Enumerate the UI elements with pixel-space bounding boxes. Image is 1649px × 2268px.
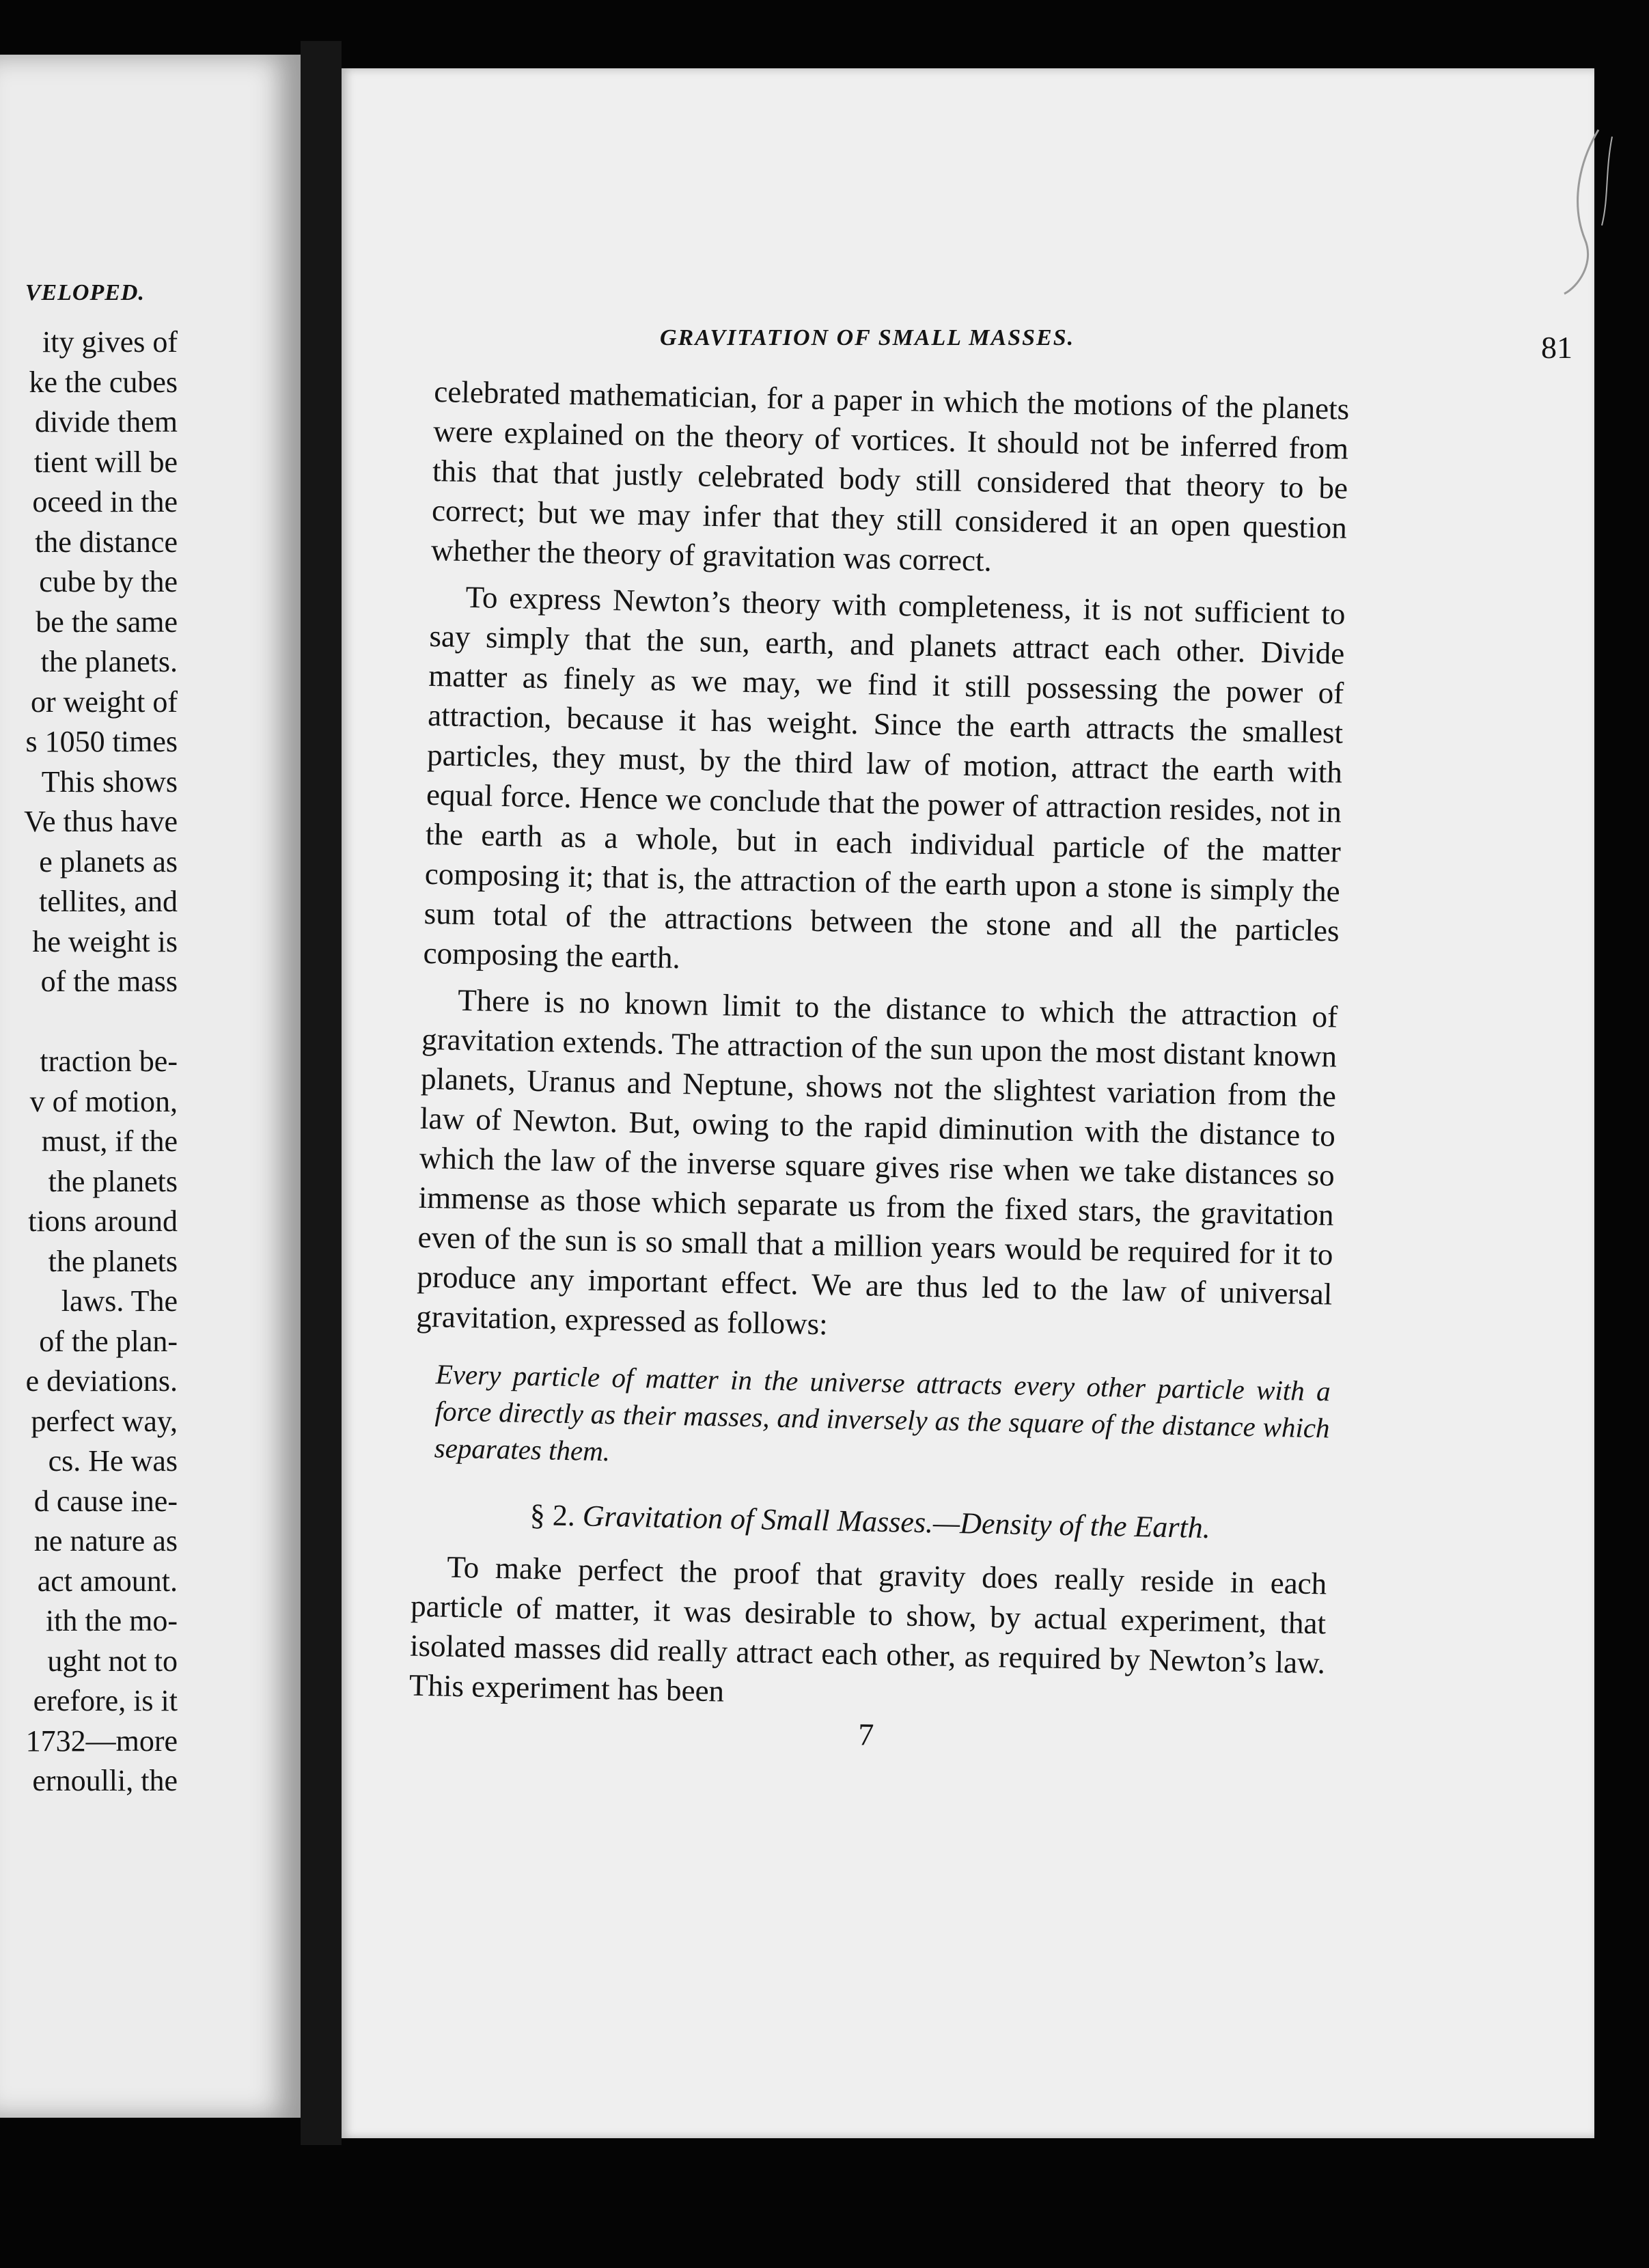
left-line: divide them [35, 405, 178, 439]
left-line: the planets. [40, 645, 178, 678]
left-line: he weight is [32, 924, 178, 958]
left-line: must, if the [41, 1124, 178, 1158]
paragraph: There is no known limit to the distance to which the attraction of gravitation extends. The attraction of the sun upon the most distant known planets, Uranus and Neptune, shows not the slightest variation from the law of Newton. But, owing to the rapid diminution with the distance to which the law of the inverse square gives rise when we take distances so immense as those which separate us from the fixed stars, the gravitation even of the sun is so small that a million years would be required for it to produce any important effect. We are thus led to the law of universal gravitation, expressed as follows: [415, 982, 1338, 1342]
section-title: Gravitation of Small Masses.—Density of the Earth. [582, 1499, 1211, 1545]
left-line: perfect way, [31, 1404, 178, 1438]
left-line: ke the cubes [29, 365, 178, 399]
running-head: GRAVITATION OF SMALL MASSES. [660, 325, 1075, 350]
left-line: v of motion, [29, 1084, 178, 1118]
page-number: 81 [1541, 330, 1572, 365]
left-line: be the same [36, 605, 178, 639]
left-line: tellites, and [39, 885, 178, 918]
page-header [660, 325, 1572, 373]
left-line: act amount. [37, 1564, 178, 1598]
left-line: ne nature as [33, 1524, 178, 1558]
left-line-gap [0, 1002, 178, 1042]
left-line: erefore, is it [33, 1684, 178, 1717]
body-text [408, 372, 1349, 1763]
left-page [0, 55, 301, 2118]
left-line: 1732—more [25, 1724, 178, 1758]
paragraph: celebrated mathematician, for a paper in which the motions of the planets were explained on the theory of vortices. It should not be inferred from this that that justly celebrated body still considered that theory to be correct; but we may infer that they still considered it an open question whether the theory of gravitation was correct. [430, 374, 1350, 578]
pencil-mark-icon [1557, 123, 1619, 301]
book-gutter [301, 41, 342, 2145]
law-statement: Every particle of matter in the universe attracts every other particle with a force directly as their masses, and inversely as the square of the distance which separates them. [434, 1358, 1331, 1467]
left-page-text [0, 322, 178, 1801]
section-number: § 2. [529, 1497, 576, 1533]
left-line: tions around [28, 1204, 178, 1238]
left-line: the distance [35, 525, 178, 559]
left-line: the planets [48, 1164, 178, 1198]
left-line: s 1050 times [25, 725, 178, 758]
left-line: ith the mo- [45, 1604, 178, 1637]
left-line: ernoulli, the [32, 1764, 178, 1797]
left-line: traction be- [40, 1045, 178, 1078]
left-line: e planets as [39, 844, 178, 879]
left-line: of the plan- [39, 1324, 178, 1358]
left-line: d cause ine- [33, 1484, 178, 1518]
left-line: or weight of [30, 684, 178, 719]
paragraph: To make perfect the proof that gravity does really reside in each particle of matter, it was desirable to show, by actual experiment, that isolated masses did really attract each other, as required by Newton’s law. This experiment has been [408, 1549, 1327, 1709]
signature-mark: 7 [857, 1717, 874, 1752]
paragraph: To express Newton’s theory with completeness, it is not sufficient to say simply that the sun, earth, and planets attract each other. Divide matter as finely as we may, we find it still possessing the power of attraction, because it has weight. Since the earth attracts the smallest particles, they must, by the third law of motion, attract the earth with equal force. Hence we conclude that the power of attraction resides, not in the earth as a whole, but in each individual particle of the matter composing it; that is, the attraction of the earth upon a stone is simply the sum total of the attractions between the stone and all the particles composing the earth. [423, 579, 1346, 976]
left-line: of the mass [40, 965, 178, 998]
left-line: cube by the [39, 565, 178, 598]
left-line: This shows [41, 764, 178, 799]
left-line: Ve thus have [24, 805, 178, 838]
left-line: e deviations. [25, 1364, 178, 1398]
right-page [342, 68, 1594, 2138]
left-line: ity gives of [42, 325, 178, 359]
left-line: cs. He was [48, 1444, 178, 1478]
left-line: laws. The [61, 1284, 178, 1318]
left-line: tient will be [33, 445, 178, 479]
left-line: ught not to [47, 1644, 178, 1678]
left-line: the planets [48, 1244, 178, 1278]
left-running-head: VELOPED. [25, 280, 145, 305]
section-heading [412, 1493, 1328, 1551]
left-line: oceed in the [32, 485, 178, 518]
